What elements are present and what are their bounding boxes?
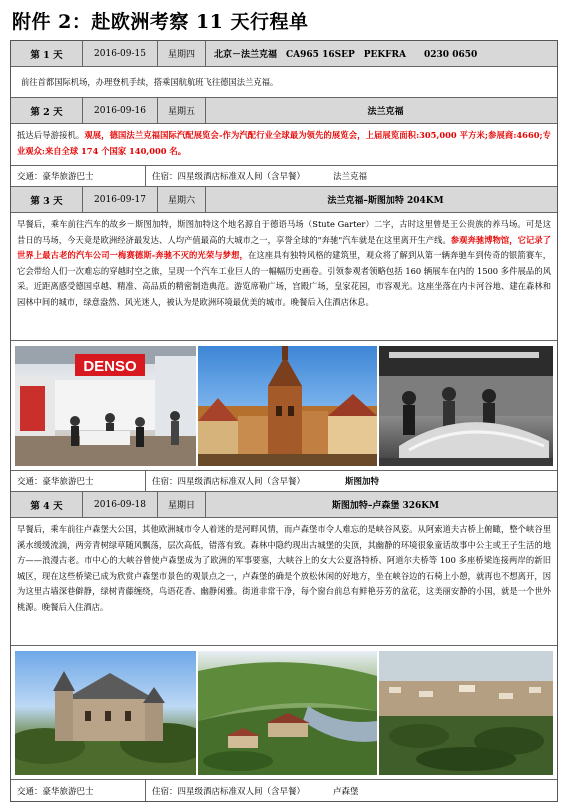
description-text: 在这座具有独特风格的建筑里，观众将了解到从第一辆奔驰车到传奇的银箭赛车，它会带给人们一次难忘的穿越时空之旅，呈现一个汽车工业巨人的一幅幅历史画卷。引领参观者领略包括 160 辆展车在内的 1500 多件展品的风采。近距离感受德国卓越、精准、高品质的精密制造典范。游览席勒广场，宫殿广场，皇家花园，市容观光。这座坐落在内卡河谷地、建在森林和园林中间的城市，绿意盎然、风光迷人，被认为是欧洲环境最优美的城市。晚餐后入住酒店休息。 xyxy=(17,250,551,307)
day-weekday: 星期五 xyxy=(158,98,206,123)
day-1-description: 前往首都国际机场，办理登机手续，搭乘国航航班飞往德国法兰克福。 xyxy=(11,67,557,98)
day-weekday: 星期日 xyxy=(158,492,206,517)
day-route: 法兰克福 xyxy=(367,107,404,117)
lodging-text: 住宿：四星级酒店标准双人间（含早餐） xyxy=(152,786,306,797)
itinerary-table xyxy=(10,40,558,802)
overnight-city: 卢森堡 xyxy=(333,786,359,797)
transport-info: 交通：豪华旅游巴士 xyxy=(11,471,146,491)
day-4-photos xyxy=(11,646,557,780)
day-route: 斯图加特–卢森堡 326KM xyxy=(331,501,440,511)
lodging-text: 住宿：四星级酒店标准双人间（含早餐） xyxy=(152,477,306,487)
description-text: 早餐后，乘车前往汽车的故乡－斯图加特，斯图加特这个地名源自于德语马场（Stute Garter）二字，古时这里曾是王公贵族的养马场。可是这昔日的马场，今天竟是欧洲经济最发达、人均产值最高的大城市之一，享誉全球的"奔驰"汽车就是在这里离开生产线。 xyxy=(17,219,551,245)
stuttgart-church-photo xyxy=(198,346,377,466)
overnight-city: 斯图加特 xyxy=(345,477,380,487)
day-route: 法兰克福–斯图加特 204KM xyxy=(327,196,444,206)
page-title: 附件 2：赴欧洲考察 11 天行程单 xyxy=(12,11,309,33)
day-label: 第 4 天 xyxy=(11,492,83,517)
day-1-header xyxy=(11,41,557,67)
description-text: 抵达后导游接机。 xyxy=(17,130,85,140)
day-4-info xyxy=(11,780,557,801)
day-3-info xyxy=(11,471,557,492)
day-label: 第 2 天 xyxy=(11,98,83,123)
lodging-info xyxy=(146,166,557,186)
transport-info: 交通：豪华旅游巴士 xyxy=(11,166,146,186)
description-highlight: 参观奔驰博物馆，它记录了世界上最古老的汽车公司一梅赛德斯-奔驰不灭的光荣与梦想， xyxy=(17,234,551,261)
day-3-description xyxy=(11,213,557,341)
day-4-header xyxy=(11,492,557,518)
lodging-info xyxy=(146,780,557,801)
day-4-description: 早餐后，乘车前往卢森堡大公国，其他欧洲城市令人着迷的是河畔风情，而卢森堡市令人难忘的是峡谷风姿。从阿索道夫古桥上俯瞰，整个峡谷里溪水缓缓流淌，两旁青树绿草随风飘荡，层次高低，错落有致。森林中隐约现出古城堡的尖顶，其幽静的环境很象童话故事中公主或王子生活的地方——浪漫古老。市中心的大峡谷曾使卢森堡成为了欧洲的军事要塞，大峡谷上的女大公夏洛特桥、阿道尔夫桥等 100 多座桥梁连接两岸的新旧城区，现在这些桥梁已成为欣赏卢森堡市景色的观景点之一，卢森堡的确是个放松休闲的好地方，坐在峡谷边的石椅上小憩，就再也不想离开，因为这里古墙深巷僻静，绿树青藤缠绕，鸟语花香、幽静闲雅。街道非常干净，每个窗台前总有鲜艳芬芳的盆花，这美丽安静的小国，就是一个世外桃源。晚餐后入住酒店。 xyxy=(11,518,557,646)
day-3-photos xyxy=(11,341,557,471)
day-route: 北京－法兰克福 CA965 16SEP PEKFRA 0230 0650 xyxy=(214,50,478,60)
overnight-city: 法兰克福 xyxy=(333,172,368,182)
transport-info: 交通：豪华旅游巴士 xyxy=(11,780,146,801)
denso-booth-photo xyxy=(15,346,196,466)
denso-logo-text: DENSO xyxy=(83,358,137,375)
day-2-description xyxy=(11,124,557,166)
day-date: 2016-09-18 xyxy=(83,492,158,517)
day-label: 第 3 天 xyxy=(11,187,83,212)
luxembourg-aerial-photo xyxy=(379,651,553,775)
day-date: 2016-09-17 xyxy=(83,187,158,212)
day-date: 2016-09-16 xyxy=(83,98,158,123)
lodging-info xyxy=(146,471,557,491)
day-weekday: 星期四 xyxy=(158,41,206,66)
day-3-header xyxy=(11,187,557,213)
vianden-castle-photo xyxy=(15,651,196,775)
day-label: 第 1 天 xyxy=(11,41,83,66)
lodging-text: 住宿：四星级酒店标准双人间（含早餐） xyxy=(152,172,306,182)
day-2-info xyxy=(11,166,557,187)
day-weekday: 星期六 xyxy=(158,187,206,212)
day-2-header xyxy=(11,98,557,124)
day-date: 2016-09-15 xyxy=(83,41,158,66)
luxembourg-valley-photo xyxy=(198,651,377,775)
mercedes-museum-photo xyxy=(379,346,553,466)
description-highlight: 观展，德国法兰克福国际汽配展览会-作为汽配行业全球最为领先的展览会，上届展览面积:305,000 平方米;参展商:4660;专业观众:来自全球 174 个国家 140,000 名。 xyxy=(17,130,551,156)
